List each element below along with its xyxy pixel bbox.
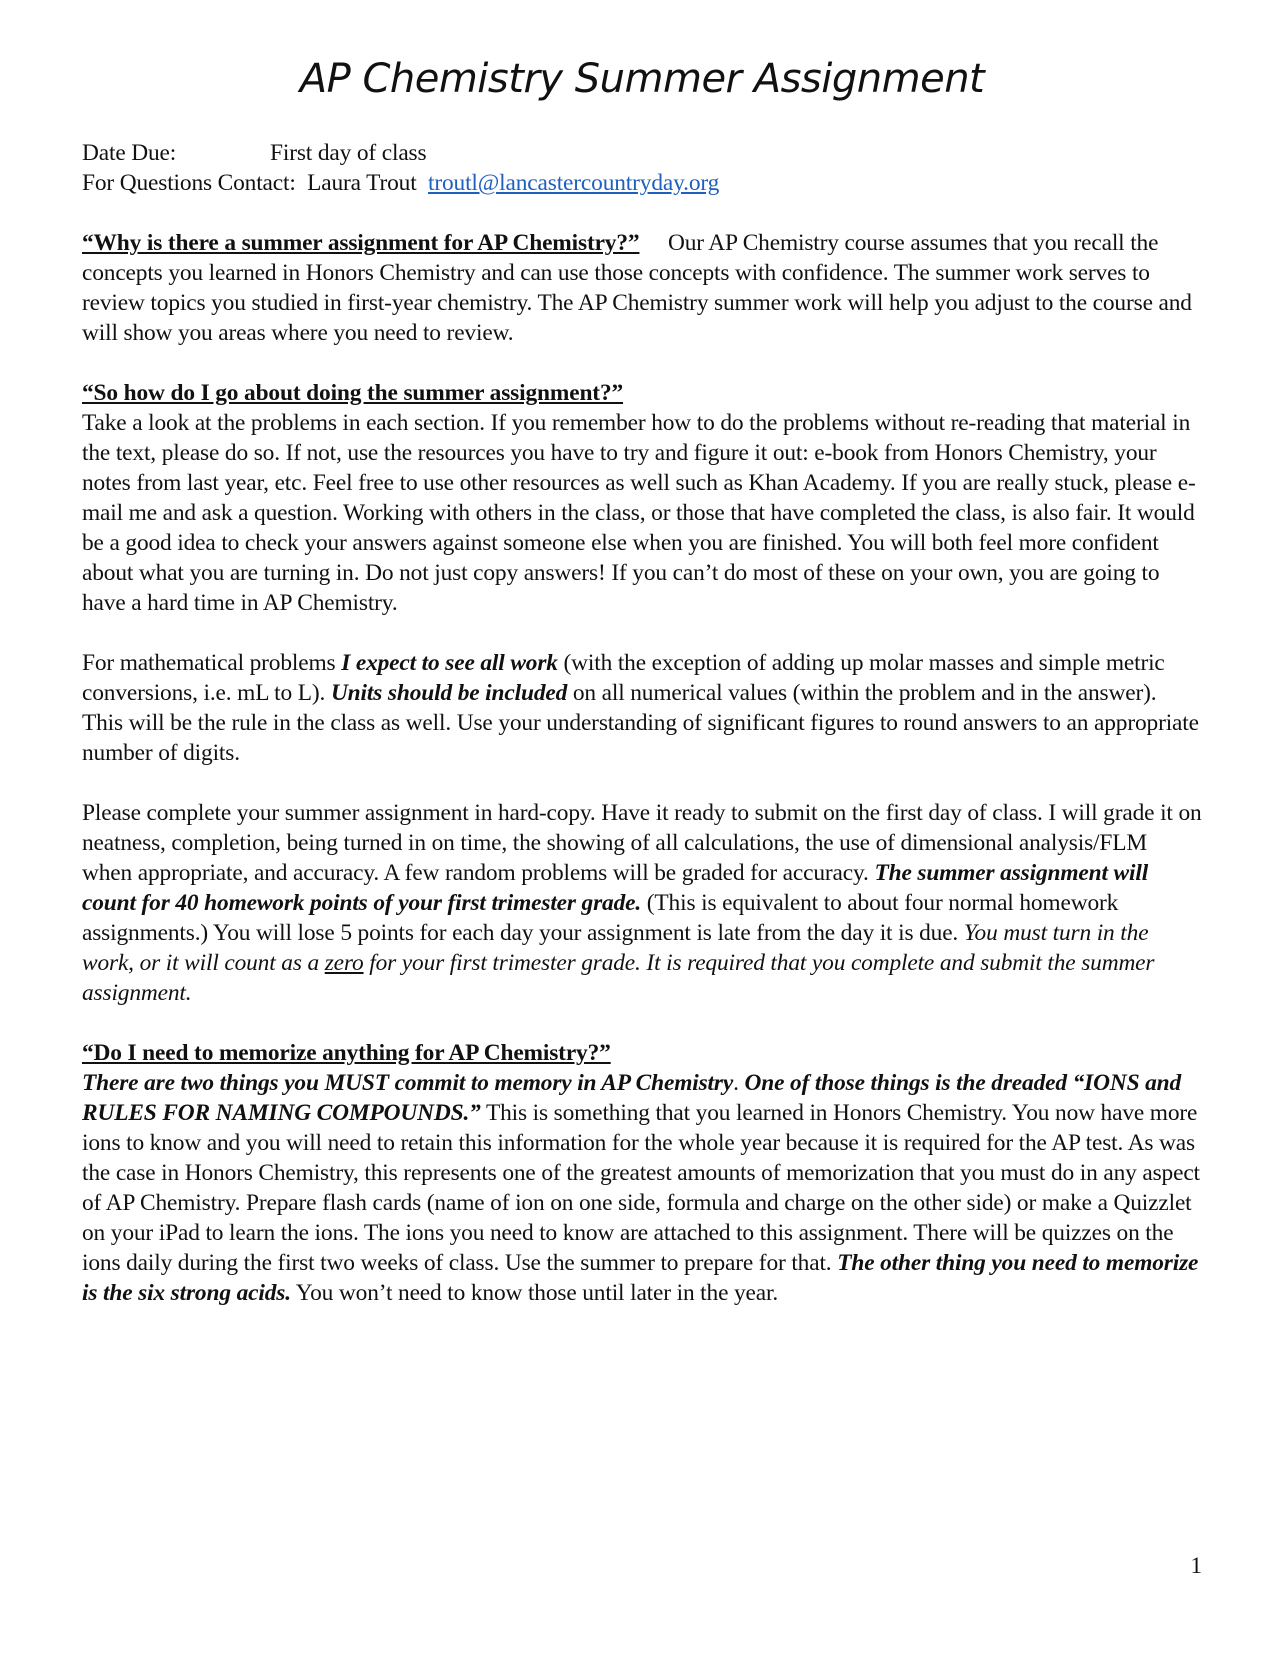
text-run: For mathematical problems <box>82 650 342 676</box>
text-run: on all numerical values (within the problem and in the answer). This will be the rule in the class as well. Use your understanding of significant figures to round answers to an appropriate number of digits. <box>82 680 1199 766</box>
emphasis-run: There are two things you MUST commit to memory in AP Chemistry <box>82 1070 734 1096</box>
section-how-to-do-assignment <box>82 378 1202 618</box>
section-memorize <box>82 1038 1202 1308</box>
text-run: (with the exception of adding up molar masses and simple metric conversions, i.e. mL to L). <box>82 650 1165 706</box>
contact-name: Laura Trout <box>307 170 417 196</box>
section-why-summer-assignment <box>82 228 1202 348</box>
text-run: This is something that you learned in Honors Chemistry. You now have more ions to know and you will need to retain this information for the whole year because it is required for the AP test. As was the case in Honors Chemistry, this represents one of the greatest amounts of memorization that you must do in any aspect of AP Chemistry. Prepare flash cards (name of ion on one side, formula and charge on the other side) or make a Quizzlet on your iPad to learn the ions. The ions you need to know are attached to this assignment. There will be quizzes on the ions daily during the first two weeks of class. Use the summer to prepare for that. <box>82 1100 1200 1276</box>
contact-label: For Questions Contact: <box>82 170 296 196</box>
emphasis-run: The summer assignment will count for 40 homework points of your first trimester grade. <box>82 860 1149 916</box>
section-text: Take a look at the problems in each section. If you remember how to do the problems without re-reading that material in the text, please do so. If not, use the resources you have to try and figure it out: e-book from Honors Chemistry, your notes from last year, etc. Feel free to use other resources as well such as Khan Academy. If you are really stuck, please e-mail me and ask a question. Working with others in the class, or those that have completed the class, is also fair. It would be a good idea to check your answers against someone else when you are finished. You will both feel more confident about what you are turning in. Do not just copy answers! If you can’t do most of these on your own, you are going to have a hard time in AP Chemistry. <box>82 410 1196 616</box>
emphasis-run: One of those things is the dreaded “IONS and RULES FOR NAMING COMPOUNDS.” <box>82 1070 1182 1126</box>
italic-run: for your first trimester grade. It is required that you complete and submit the summer assignment. <box>82 950 1155 1006</box>
contact-email-link[interactable]: troutl@lancastercountryday.org <box>427 170 720 196</box>
section-math-problems <box>82 648 1202 768</box>
document-body <box>82 138 1202 1308</box>
contact-line <box>82 168 1202 198</box>
text-run: You won’t need to know those until later in the year. <box>290 1280 779 1306</box>
zero-word: zero <box>324 950 364 976</box>
text-run: (This is equivalent to about four normal homework assignments.) You will lose 5 points for each day your assignment is late from the day it is due. <box>82 890 1119 946</box>
text-run: . <box>733 1070 745 1096</box>
page-title: AP Chemistry Summer Assignment <box>299 56 985 102</box>
section-text: Our AP Chemistry course assumes that you recall the concepts you learned in Honors Chemistry and can use those concepts with confidence. The summer work serves to review topics you studied in first-year chemistry. The AP Chemistry summer work will help you adjust to the course and will show you areas where you need to review. <box>82 230 1192 346</box>
emphasis-run: The other thing you need to memorize is the six strong acids. <box>82 1250 1199 1306</box>
text-run: Please complete your summer assignment in hard-copy. Have it ready to submit on the first day of class. I will grade it on neatness, completion, being turned in on time, the showing of all calculations, the use of dimensional analysis/FLM when appropriate, and accuracy. A few random problems will be graded for accuracy. <box>82 800 1202 886</box>
emphasis-run: Units should be included <box>330 680 568 706</box>
italic-run: You must turn in the work, or it will count as a <box>82 920 1149 976</box>
emphasis-run: I expect to see all work <box>341 650 558 676</box>
date-due-label: Date Due: <box>82 140 177 166</box>
date-due-value: First day of class <box>270 140 427 166</box>
section-heading: “Do I need to memorize anything for AP Chemistry?” <box>82 1040 611 1066</box>
page-number: 1 <box>1190 1553 1202 1578</box>
section-grading <box>82 798 1202 1008</box>
date-due-line <box>82 138 1202 168</box>
section-heading: “Why is there a summer assignment for AP Chemistry?” <box>82 230 640 256</box>
section-heading: “So how do I go about doing the summer assignment?” <box>82 380 624 406</box>
